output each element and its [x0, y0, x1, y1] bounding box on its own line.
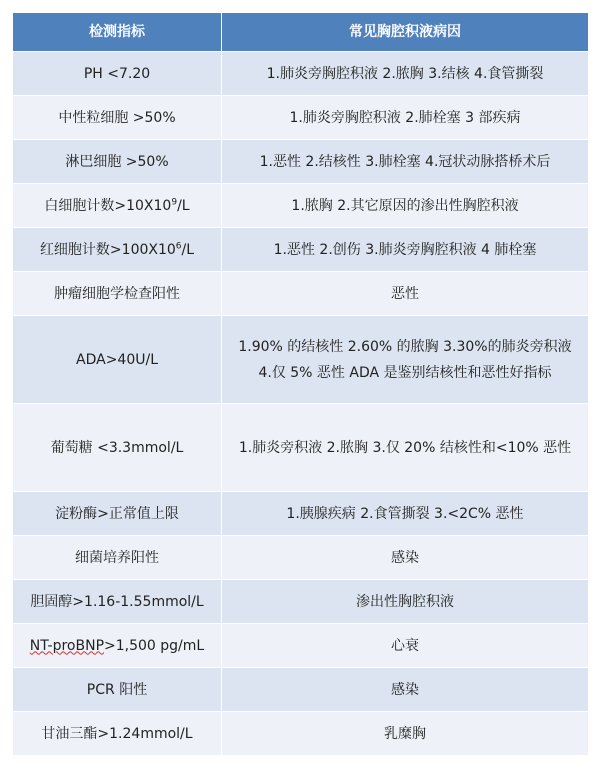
table-row	[13, 492, 589, 536]
table-row	[13, 96, 589, 140]
indicator-unit: /L	[181, 241, 195, 258]
table-row	[13, 624, 589, 668]
indicator-cell: PCR 阳性	[13, 668, 222, 712]
table-row	[13, 712, 589, 756]
cause-cell: 1.恶性 2.结核性 3.肺栓塞 4.冠状动脉搭桥术后	[222, 140, 589, 184]
indicator-cell: PH <7.20	[13, 52, 222, 96]
indicator-cell: 淋巴细胞 >50%	[13, 140, 222, 184]
indicator-cell: 肿瘤细胞学检查阳性	[13, 272, 222, 316]
cause-cell: 感染	[222, 536, 589, 580]
cause-cell: 感染	[222, 668, 589, 712]
cause-cell: 心衰	[222, 624, 589, 668]
indicator-cell: ADA>40U/L	[13, 316, 222, 404]
table-row	[13, 536, 589, 580]
pleural-effusion-table	[12, 12, 589, 756]
indicator-unit: /L	[177, 197, 190, 214]
indicator-cell: 细菌培养阳性	[13, 536, 222, 580]
table-row	[13, 580, 589, 624]
cause-cell: 恶性	[222, 272, 589, 316]
table-row	[13, 404, 589, 492]
indicator-cell	[13, 228, 222, 272]
cause-cell: 1.肺炎旁胸腔积液 2.肺栓塞 3 部疾病	[222, 96, 589, 140]
indicator-threshold: >1,500 pg/mL	[104, 637, 205, 654]
indicator-cell: 胆固醇>1.16-1.55mmol/L	[13, 580, 222, 624]
indicator-cell: 甘油三酯>1.24mmol/L	[13, 712, 222, 756]
table-row	[13, 52, 589, 96]
indicator-cell	[13, 624, 222, 668]
indicator-text: 红细胞计数>100X10	[39, 241, 176, 258]
indicator-cell: 中性粒细胞 >50%	[13, 96, 222, 140]
cause-cell: 1.肺炎旁胸腔积液 2.脓胸 3.结核 4.食管撕裂	[222, 52, 589, 96]
cause-cell: 1.肺炎旁积液 2.脓胸 3.仅 20% 结核性和<10% 恶性	[222, 404, 589, 492]
cause-cell: 1.脓胸 2.其它原因的渗出性胸腔积液	[222, 184, 589, 228]
table-header-row	[13, 13, 589, 52]
table-row	[13, 272, 589, 316]
header-indicator: 检测指标	[13, 13, 222, 52]
indicator-cell: 淀粉酶>正常值上限	[13, 492, 222, 536]
cause-cell: 乳糜胸	[222, 712, 589, 756]
indicator-exponent: 9	[171, 196, 178, 207]
indicator-cell	[13, 184, 222, 228]
indicator-text: 白细胞计数>10X10	[44, 197, 172, 214]
indicator-cell: 葡萄糖 <3.3mmol/L	[13, 404, 222, 492]
table-row	[13, 184, 589, 228]
cause-cell: 1.胰腺疾病 2.食管撕裂 3.<2C% 恶性	[222, 492, 589, 536]
table-row	[13, 668, 589, 712]
header-cause: 常见胸腔积液病因	[222, 13, 589, 52]
table-row	[13, 316, 589, 404]
indicator-text: NT-proBNP	[29, 637, 105, 654]
cause-cell: 1.恶性 2.创伤 3.肺炎旁胸腔积液 4 肺栓塞	[222, 228, 589, 272]
table-row	[13, 228, 589, 272]
table-row	[13, 140, 589, 184]
cause-cell: 1.90% 的结核性 2.60% 的脓胸 3.30%的肺炎旁积液 4.仅 5% 恶性 ADA 是鉴别结核性和恶性好指标	[222, 316, 589, 404]
cause-cell: 渗出性胸腔积液	[222, 580, 589, 624]
indicator-exponent: 6	[175, 240, 182, 251]
